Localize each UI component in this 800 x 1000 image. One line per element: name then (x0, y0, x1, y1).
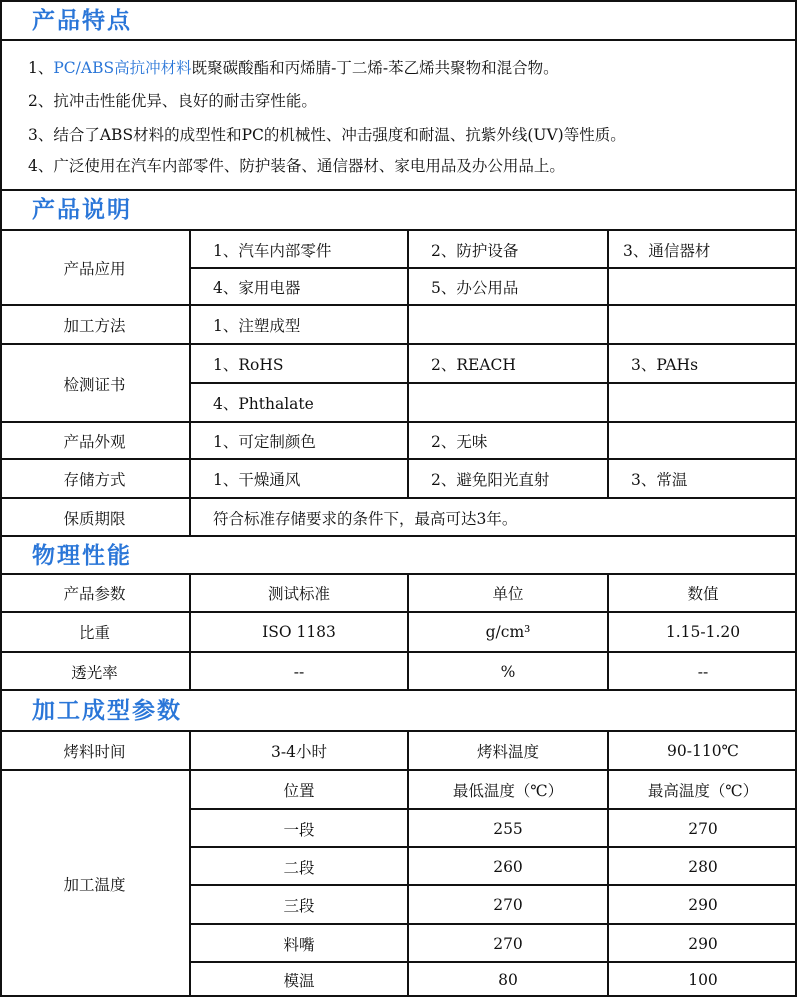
physical-header-value: 数值 (687, 585, 719, 603)
feature-item-1 (28, 57, 559, 79)
certificate-item-1: 1、RoHS (213, 356, 284, 374)
application-item-4: 4、家用电器 (213, 279, 301, 297)
temp-min: 80 (498, 971, 518, 989)
row-label-storage: 存储方式 (63, 471, 126, 489)
feature-highlight: PC/ABS高抗冲材料 (53, 59, 192, 77)
temp-header-position: 位置 (283, 781, 315, 800)
appearance-item-2: 2、无味 (431, 433, 488, 451)
storage-item-2: 2、避免阳光直射 (431, 471, 550, 489)
temp-header-min: 最低温度（℃） (452, 781, 564, 800)
processing-temp-label: 加工温度 (63, 876, 126, 894)
temp-position: 料嘴 (283, 935, 315, 954)
feature-text: 既聚碳酸酯和丙烯腈-丁二烯-苯乙烯共聚物和混合物。 (191, 59, 559, 77)
temp-position: 三段 (283, 897, 315, 915)
section-title-features: 产品特点 (32, 8, 132, 34)
physical-header-unit: 单位 (492, 585, 524, 603)
section-title-description: 产品说明 (32, 197, 132, 223)
temp-position: 二段 (283, 858, 315, 877)
physical-header-param: 产品参数 (63, 585, 126, 603)
temp-max: 290 (688, 934, 718, 953)
divider (0, 689, 797, 691)
feature-item-4: 4、广泛使用在汽车内部零件、防护装备、通信器材、家电用品及办公用品上。 (28, 157, 565, 175)
row-label-certificates: 检测证书 (63, 375, 126, 394)
physical-cell: -- (293, 662, 305, 681)
storage-item-3: 3、常温 (631, 471, 688, 489)
storage-item-1: 1、干燥通风 (213, 471, 301, 489)
physical-cell: g/cm³ (485, 623, 531, 641)
feature-item-3: 3、结合了ABS材料的成型性和PC的机械性、冲击强度和耐温、抗紫外线(UV)等性质。 (28, 126, 626, 144)
temp-header-max: 最高温度（℃） (647, 781, 759, 800)
temp-min: 270 (493, 934, 523, 953)
section-title-physical: 物理性能 (32, 543, 132, 569)
drying-temp-value: 90-110℃ (667, 741, 739, 760)
temp-max: 270 (688, 819, 718, 838)
appearance-item-1: 1、可定制颜色 (213, 433, 316, 451)
divider (0, 39, 797, 41)
physical-cell: % (500, 662, 516, 681)
row-label-shelf-life: 保质期限 (63, 509, 126, 528)
temp-min: 260 (493, 857, 523, 876)
drying-temp-label: 烤料温度 (476, 742, 539, 761)
row-label-appearance: 产品外观 (63, 433, 126, 451)
certificate-item-2: 2、REACH (431, 356, 516, 374)
temp-min: 270 (493, 896, 523, 914)
drying-time-label: 烤料时间 (63, 742, 126, 761)
temp-max: 290 (688, 896, 718, 914)
application-item-3: 3、通信器材 (623, 241, 711, 260)
temp-max: 100 (688, 971, 718, 989)
physical-cell: 透光率 (71, 663, 118, 682)
row-label-application: 产品应用 (63, 260, 126, 278)
physical-cell: -- (697, 662, 709, 681)
section-title-molding: 加工成型参数 (32, 698, 182, 724)
physical-cell: 1.15-1.20 (665, 623, 741, 641)
processing-item-1: 1、注塑成型 (213, 317, 301, 335)
physical-header-standard: 测试标准 (267, 585, 330, 603)
drying-time-value: 3-4小时 (271, 742, 327, 761)
feature-prefix: 1、 (28, 59, 54, 77)
shelf-life-value: 符合标准存储要求的条件下，最高可达3年。 (213, 509, 518, 528)
temp-position: 模温 (283, 972, 315, 990)
temp-max: 280 (688, 857, 718, 876)
temp-min: 255 (493, 819, 523, 838)
row-label-processing: 加工方法 (63, 317, 126, 335)
application-item-1: 1、汽车内部零件 (213, 241, 332, 260)
physical-cell: 比重 (78, 624, 110, 642)
feature-item-2: 2、抗冲击性能优异、良好的耐击穿性能。 (28, 92, 317, 110)
certificate-item-3: 3、PAHs (631, 356, 699, 374)
application-item-5: 5、办公用品 (431, 279, 519, 297)
temp-position: 一段 (283, 820, 315, 839)
certificate-item-4: 4、Phthalate (213, 395, 314, 413)
application-item-2: 2、防护设备 (431, 241, 519, 260)
physical-cell: ISO 1183 (262, 623, 336, 641)
